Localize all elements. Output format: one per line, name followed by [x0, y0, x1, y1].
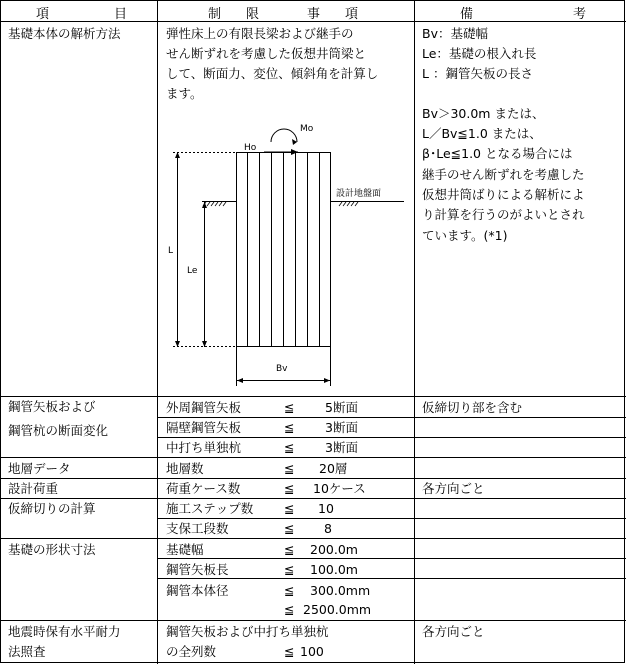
- pile-wall-value: 3断面: [325, 420, 358, 435]
- eq-op: ≦: [284, 644, 295, 659]
- eq-item-line-1: 地震時保有水平耐力: [8, 624, 121, 639]
- header-note-char-1: 備: [460, 7, 474, 22]
- header-item-char-1: 項: [36, 7, 50, 22]
- layer-op: ≦: [284, 461, 295, 476]
- shape-dia-value: 300.0mm: [310, 583, 371, 598]
- shape-length-value: 100.0m: [310, 562, 358, 577]
- load-value: 10ケース: [313, 481, 366, 496]
- shape-dia-op: ≦: [284, 583, 295, 598]
- temp-support-op: ≦: [284, 521, 295, 536]
- method-note-line-5: Bv＞30.0m または、: [422, 106, 545, 121]
- method-limit-line-4: ます。: [166, 86, 203, 101]
- eq-note: 各方向ごと: [422, 624, 485, 639]
- layer-item: 地層データ: [8, 461, 71, 476]
- pile-mid-label: 中打ち単独杭: [166, 440, 242, 455]
- eq-item-line-2: 法照査: [8, 644, 46, 659]
- method-note-line-3: L ：鋼管矢板の長さ: [422, 66, 533, 81]
- load-item: 設計荷重: [8, 481, 59, 496]
- temp-support-label: 支保工段数: [166, 521, 229, 536]
- method-note-line-2: Le：基礎の根入れ長: [422, 46, 537, 61]
- layer-label: 地層数: [166, 461, 204, 476]
- ho-label: Ho: [244, 143, 257, 153]
- pile-mid-value: 3断面: [325, 440, 358, 455]
- mo-label: Mo: [300, 124, 314, 134]
- le-label: Le: [187, 266, 198, 276]
- header-limit-char-1: 制: [208, 7, 222, 22]
- pile-item-line-2: 鋼管杭の断面変化: [8, 423, 109, 438]
- temp-step-value: 10: [318, 501, 334, 516]
- method-item: 基礎本体の解析方法: [8, 26, 121, 41]
- shape-dia2-op: ≦: [284, 602, 295, 617]
- temp-item: 仮締切りの計算: [8, 501, 96, 516]
- shape-item: 基礎の形状寸法: [8, 542, 96, 557]
- method-note-line-1: Bv：基礎幅: [422, 26, 488, 41]
- load-label: 荷重ケース数: [166, 481, 241, 496]
- pile-item-line-1: 鋼管矢板および: [8, 399, 96, 414]
- pile-outer-op: ≦: [284, 400, 295, 415]
- temp-step-label: 施工ステップ数: [166, 501, 254, 516]
- shape-width-op: ≦: [284, 542, 295, 557]
- header-item-char-2: 目: [114, 7, 128, 22]
- pile-note: 仮締切り部を含む: [422, 400, 523, 415]
- bv-label: Bv: [276, 364, 288, 374]
- eq-limit-line-1: 鋼管矢板および中打ち単独杭: [166, 624, 329, 639]
- load-note: 各方向ごと: [422, 481, 485, 496]
- method-limit-line-2: せん断ずれを考慮した仮想井筒梁と: [166, 46, 367, 61]
- l-label: L: [168, 246, 174, 256]
- header-note-char-2: 考: [573, 7, 587, 22]
- ground-label: 設計地盤面: [336, 189, 382, 199]
- shape-length-op: ≦: [284, 562, 295, 577]
- shape-length-label: 鋼管矢板長: [166, 562, 229, 577]
- header-limit-char-4: 項: [345, 7, 359, 22]
- method-limit-line-3: して、断面力、変位、傾斜角を計算し: [166, 66, 379, 81]
- load-op: ≦: [284, 481, 295, 496]
- header-limit-char-2: 限: [246, 7, 260, 22]
- eq-value: 100: [300, 644, 324, 659]
- pile-wall-label: 隔壁鋼管矢板: [166, 420, 242, 435]
- shape-width-label: 基礎幅: [166, 542, 204, 557]
- method-note-line-10: り計算を行うのがよいとされ: [422, 207, 585, 222]
- method-note-line-7: β･Le≦1.0 となる場合には: [422, 146, 573, 161]
- method-note-line-8: 継手のせん断ずれを考慮した: [422, 167, 585, 182]
- method-note-line-9: 仮想井筒ばりによる解析によ: [422, 187, 585, 202]
- temp-support-value: 8: [324, 521, 332, 536]
- pile-mid-op: ≦: [284, 440, 295, 455]
- method-note-line-11: ています。(*1): [422, 228, 508, 243]
- shape-dia2-value: 2500.0mm: [303, 602, 372, 617]
- pile-outer-value: 5断面: [325, 400, 358, 415]
- layer-value: 20層: [319, 461, 348, 476]
- pile-outer-label: 外周鋼管矢板: [166, 400, 242, 415]
- foundation-diagram: [158, 118, 410, 390]
- header-limit-char-3: 事: [307, 7, 321, 22]
- eq-limit-line-2: の全列数: [166, 644, 217, 659]
- temp-step-op: ≦: [284, 501, 295, 516]
- method-limit-line-1: 弾性床上の有限長梁および継手の: [166, 26, 354, 41]
- method-note-line-6: L／Bv≦1.0 または、: [422, 126, 542, 141]
- shape-width-value: 200.0m: [310, 542, 358, 557]
- pile-wall-op: ≦: [284, 420, 295, 435]
- shape-dia-label: 鋼管本体径: [166, 583, 229, 598]
